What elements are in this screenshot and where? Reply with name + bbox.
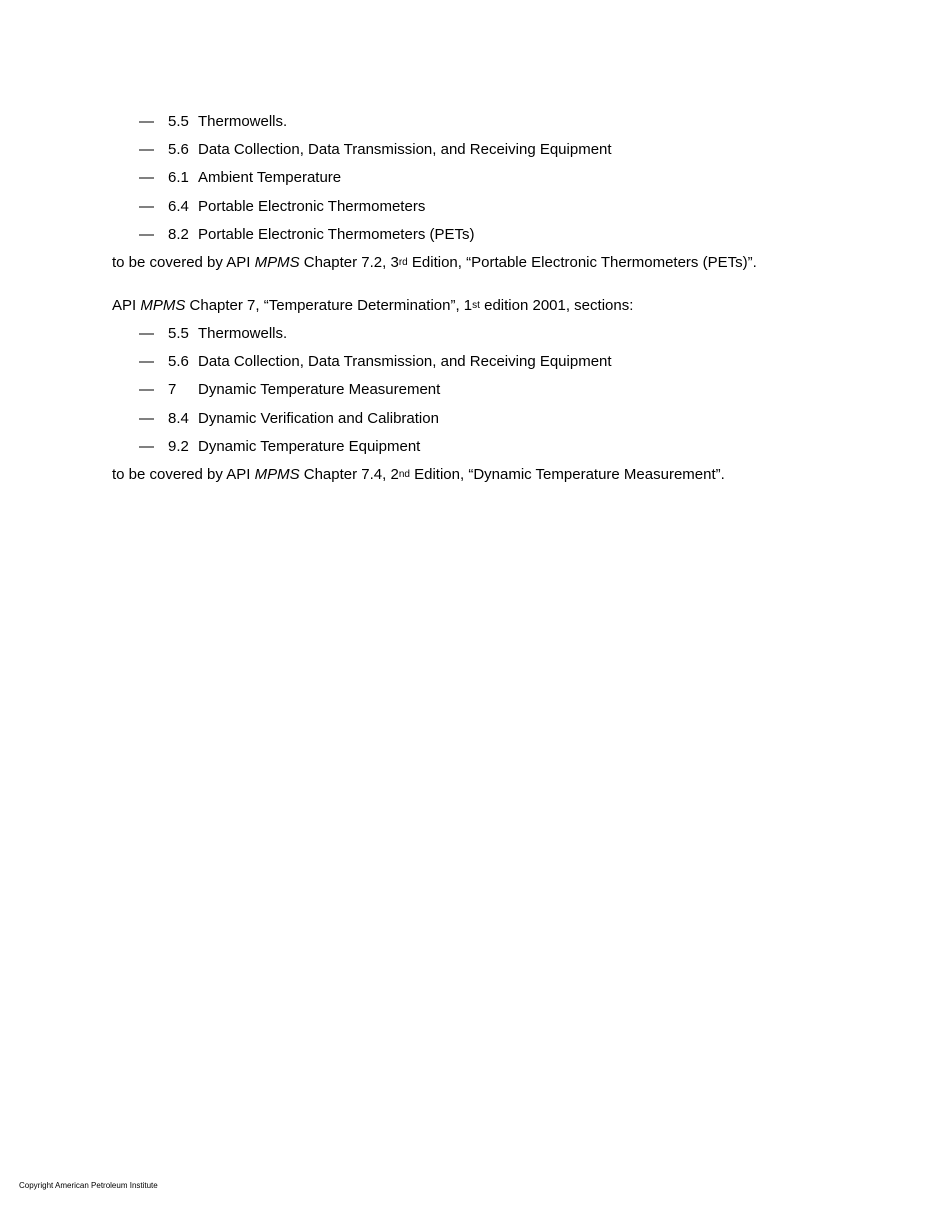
section-title: Data Collection, Data Transmission, and Receiving Equipment	[198, 141, 612, 159]
section-title: Dynamic Verification and Calibration	[198, 409, 439, 427]
coverage-text-lead: to be covered by API	[112, 465, 255, 483]
section-number: 5.6	[168, 353, 189, 371]
list-item	[112, 380, 872, 408]
coverage-note	[112, 465, 872, 493]
section-number: 5.6	[168, 141, 189, 159]
list-item	[112, 112, 872, 140]
section-title: Dynamic Temperature Measurement	[198, 381, 441, 399]
copyright-footer: Copyright American Petroleum Institute	[19, 1181, 158, 1190]
coverage-text-chapter: Chapter 7.2, 3	[299, 253, 399, 271]
section-title: Thermowells.	[198, 324, 288, 342]
list-dash: —	[139, 353, 154, 371]
coverage-note	[112, 253, 872, 281]
list-item	[112, 225, 872, 253]
mpms-abbrev: MPMS	[254, 465, 300, 483]
mpms-abbrev: MPMS	[254, 253, 300, 271]
list-dash: —	[139, 381, 154, 399]
list-dash: —	[139, 141, 154, 159]
section-title: Portable Electronic Thermometers (PETs)	[198, 225, 475, 243]
coverage-text-edition: Edition, “Dynamic Temperature Measurement”.	[409, 465, 725, 483]
coverage-text-edition: Edition, “Portable Electronic Thermometers (PETs)”.	[407, 253, 757, 271]
section-title: Dynamic Temperature Equipment	[198, 437, 421, 455]
section-number: 5.5	[168, 324, 189, 342]
list-dash: —	[139, 169, 154, 187]
section-number: 7	[168, 381, 177, 399]
list-dash: —	[139, 409, 154, 427]
section-title: Ambient Temperature	[198, 169, 342, 187]
section-chapter-7-4	[112, 296, 872, 493]
section-number: 8.4	[168, 409, 189, 427]
list-item	[112, 352, 872, 380]
list-dash: —	[139, 225, 154, 243]
section-number: 6.4	[168, 197, 189, 215]
source-text-lead: API	[112, 296, 141, 314]
coverage-text-lead: to be covered by API	[112, 253, 255, 271]
list-item	[112, 437, 872, 465]
ordinal-suffix: nd	[398, 468, 410, 480]
source-text-chapter: Chapter 7, “Temperature Determination”, 1	[185, 296, 473, 314]
list-dash: —	[139, 324, 154, 342]
list-dash: —	[139, 437, 154, 455]
list-item	[112, 409, 872, 437]
list-item	[112, 324, 872, 352]
list-dash: —	[139, 197, 154, 215]
section-title: Portable Electronic Thermometers	[198, 197, 426, 215]
section-chapter-7-2	[112, 112, 872, 281]
list-dash: —	[139, 113, 154, 130]
section-title: Data Collection, Data Transmission, and Receiving Equipment	[198, 353, 612, 371]
section-number: 6.1	[168, 169, 189, 187]
list-item	[112, 140, 872, 168]
list-item	[112, 197, 872, 225]
ordinal-suffix: st	[472, 299, 480, 311]
list-item	[112, 168, 872, 196]
section-number: 8.2	[168, 225, 189, 243]
source-text-edition: edition 2001, sections:	[479, 296, 634, 314]
page-content	[112, 112, 872, 493]
mpms-abbrev: MPMS	[140, 296, 186, 314]
source-reference	[112, 296, 872, 324]
section-number: 9.2	[168, 437, 189, 455]
coverage-text-chapter: Chapter 7.4, 2	[299, 465, 399, 483]
section-title: Thermowells.	[198, 113, 288, 130]
section-number: 5.5	[168, 113, 189, 130]
ordinal-suffix: rd	[398, 256, 408, 268]
